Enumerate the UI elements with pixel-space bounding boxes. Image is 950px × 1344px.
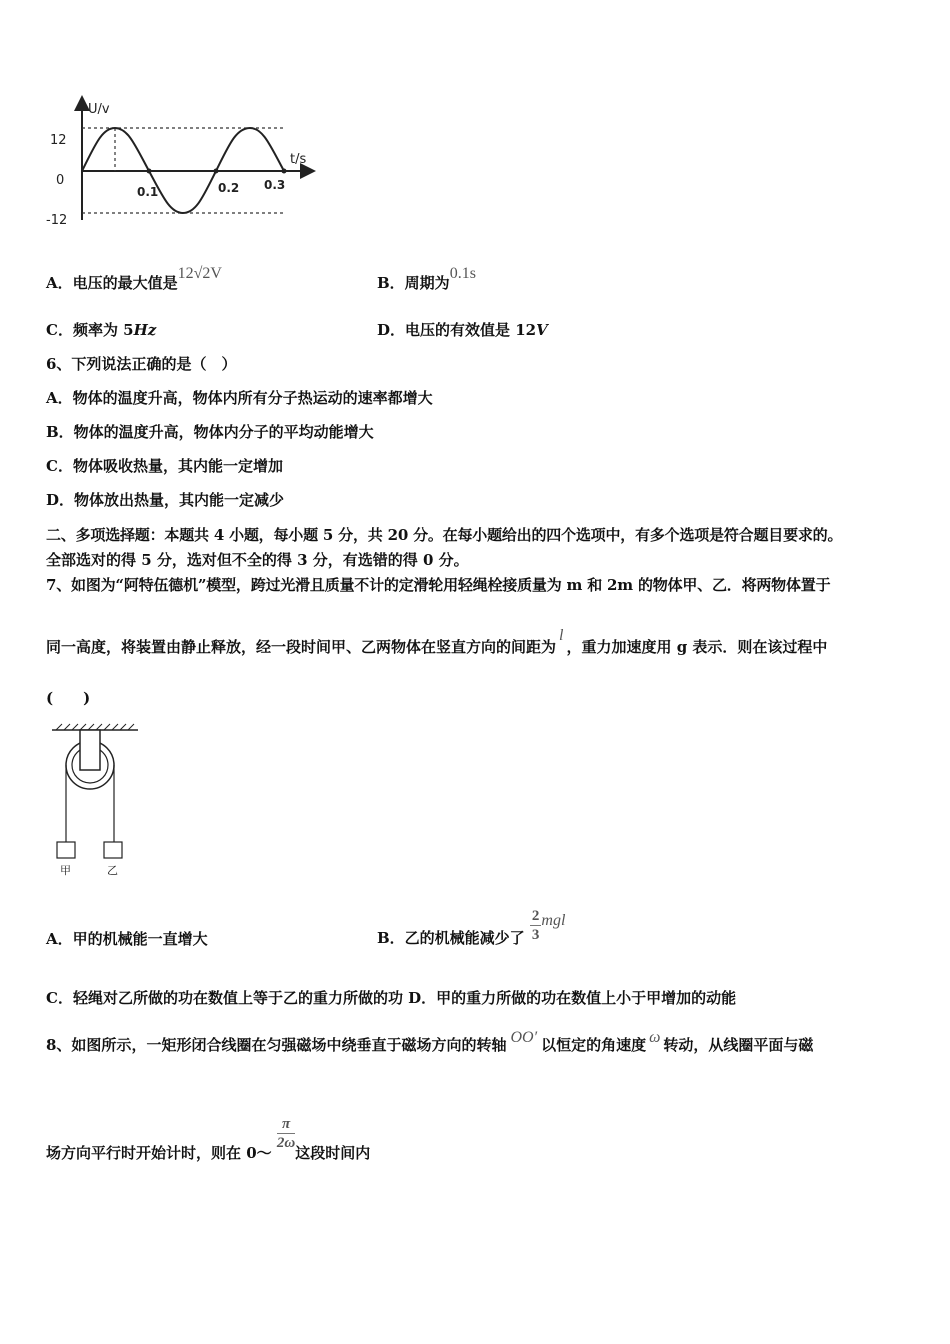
x-axis-label: t/s (290, 152, 307, 167)
q7-line2-math: l (559, 627, 564, 644)
x-tick-01: 0.1 (137, 185, 159, 199)
q5-option-c (46, 320, 156, 340)
section2-line2: 全部选对的得 5 分，选对但不全的得 3 分，有选错的得 0 分。 (46, 551, 469, 569)
q5-option-b-label: B．周期为 (377, 274, 450, 292)
pulley-bracket (80, 730, 100, 770)
q8-line1 (46, 1029, 814, 1056)
q8-line2-post: 这段时间内 (295, 1143, 371, 1162)
voltage-time-graph (40, 95, 330, 235)
ceiling-hatch (56, 724, 134, 730)
q7-option-a: A．甲的机械能一直增大 (46, 930, 208, 948)
tick-dot-01 (147, 169, 152, 174)
q8-frac-den: 2ω (276, 1135, 296, 1151)
q5-option-c-text: C．频率为 5 (46, 321, 134, 339)
label-jia: 甲 (60, 864, 71, 877)
q7-line2 (46, 627, 828, 658)
q7-option-b-frac-num: 2 (531, 907, 540, 924)
q5-option-c-unit: Hz (133, 321, 157, 339)
q5-option-a (46, 265, 222, 294)
x-tick-02: 0.2 (218, 181, 240, 195)
q6-option-a: A．物体的温度升高，物体内所有分子热运动的速率都增大 (46, 389, 433, 407)
q7-paren: ( ) (46, 689, 91, 707)
x-tick-03: 0.3 (264, 178, 286, 192)
q7-option-b-text: B．乙的机械能减少了 (377, 929, 525, 947)
atwood-machine-diagram (48, 720, 148, 880)
q8-fraction (277, 1115, 295, 1152)
q7-option-b-math: mgl (541, 912, 566, 929)
y-axis-label: U/v (88, 102, 110, 117)
q8-frac-num: π (277, 1115, 295, 1134)
q7-line2-pre: 同一高度，将装置由静止释放，经一段时间甲、乙两物体在竖直方向的间距为 (46, 638, 557, 656)
q8-line1-pre: 8、如图所示，一矩形闭合线圈在匀强磁场中绕垂直于磁场方向的转轴 (46, 1036, 507, 1054)
q7-option-b-frac-den: 3 (531, 926, 540, 943)
q5-option-d (377, 320, 548, 340)
q7-line2-post: ，重力加速度用 g 表示．则在该过程中 (566, 638, 828, 656)
block-yi (104, 842, 122, 858)
q8-axis-math: OO′ (510, 1029, 538, 1046)
q8-line2-pre: 场方向平行时开始计时，则在 0～ (46, 1143, 272, 1162)
q8-line1-mid: 以恒定的角速度 (541, 1036, 647, 1054)
q7-option-b-fraction (530, 907, 542, 944)
q5-option-b (377, 265, 476, 294)
label-yi: 乙 (107, 864, 118, 877)
q7-line1: 7、如图为“阿特伍德机”模型，跨过光滑且质量不计的定滑轮用轻绳栓接质量为 m 和 2m 的物体甲、乙．将两物体置于 (46, 576, 831, 594)
q7-options-cd: C．轻绳对乙所做的功在数值上等于乙的重力所做的功 D．甲的重力所做的功在数值上小于甲增加的动能 (46, 989, 737, 1007)
tick-dot-03 (282, 169, 287, 174)
q6-stem: 6、下列说法正确的是（ ） (46, 355, 237, 373)
q7-option-b (377, 904, 565, 948)
q6-option-c: C．物体吸收热量，其内能一定增加 (46, 457, 283, 475)
y-tick-0: 0 (56, 173, 65, 188)
block-jia (57, 842, 75, 858)
q5-option-a-label: A．电压的最大值是 (46, 274, 178, 292)
q6-option-d: D．物体放出热量，其内能一定减少 (46, 491, 285, 509)
q5-option-d-unit: V (536, 321, 548, 339)
tick-dot-02 (214, 169, 219, 174)
q8-line2 (46, 1108, 371, 1162)
q5-option-d-text: D．电压的有效值是 12 (377, 321, 537, 339)
q6-option-b: B．物体的温度升高，物体内分子的平均动能增大 (46, 423, 374, 441)
q8-omega: ω (649, 1029, 661, 1046)
section2-line1: 二、多项选择题：本题共 4 小题，每小题 5 分，共 20 分。在每小题给出的四个选项中，有多个选项是符合题目要求的。 (46, 526, 843, 544)
q5-option-a-math: 12√2V (177, 265, 222, 282)
q8-line1-post: 转动，从线圈平面与磁 (663, 1036, 814, 1054)
y-tick-neg12: -12 (46, 213, 68, 228)
y-tick-12: 12 (50, 133, 67, 148)
q5-option-b-math: 0.1s (449, 265, 476, 282)
